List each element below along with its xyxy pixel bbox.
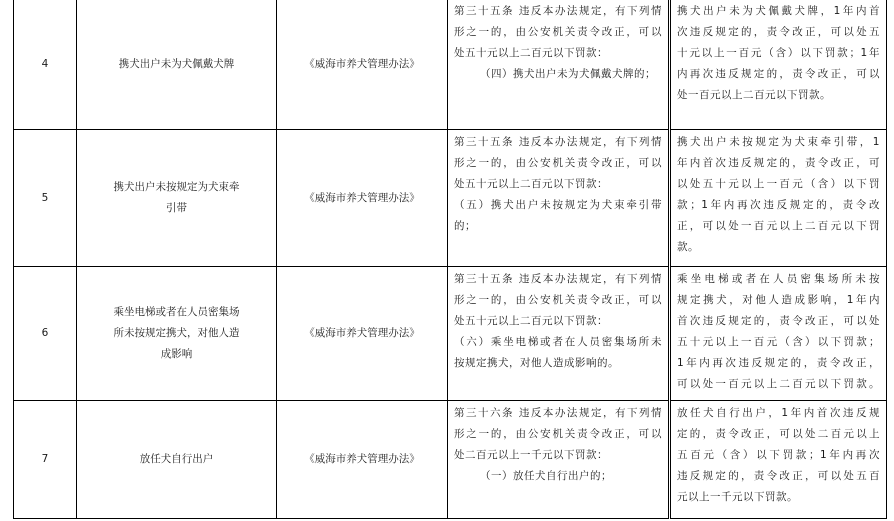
- table-row: [14, 401, 887, 519]
- clause-line: 处五十元以上二百元以下罚款：: [454, 47, 608, 59]
- clause-line: 的；: [454, 220, 476, 232]
- clause-line: （四）携犬出户未为犬佩戴犬牌的；: [480, 68, 656, 80]
- penalty-table-body: [14, 0, 887, 519]
- clause-line: （五）携犬出户未按规定为犬束牵引带: [454, 199, 662, 211]
- table-row: [14, 0, 887, 130]
- penalty-line: 规定携犬，对他人造成影响，1年内: [677, 294, 880, 306]
- penalty-line: 五百元（含）以下罚款；1年内再次: [677, 449, 880, 461]
- violation-item-line: 放任犬自行出户: [139, 453, 214, 465]
- penalty-standard: [670, 401, 887, 519]
- penalty-table: [13, 0, 887, 519]
- violation-item-line: 携犬出户未按规定为犬束牵: [113, 181, 240, 193]
- penalty-line: 放任犬自行出户，1年内首次违反规: [677, 407, 880, 419]
- violation-item: [77, 267, 277, 401]
- clause-line: （六）乘坐电梯或者在人员密集场所未: [454, 336, 662, 348]
- penalty-line: 内再次违反规定的，责令改正，可以: [677, 68, 880, 80]
- violation-item-line: 携犬出户未为犬佩戴犬牌: [118, 57, 235, 70]
- violation-item: [77, 0, 277, 130]
- clause-line: 形之一的，由公安机关责令改正，可以: [454, 428, 662, 440]
- row-number: 4: [14, 0, 77, 130]
- violation-item-line: 成影响: [160, 348, 193, 360]
- clause-line: 第三十六条 违反本办法规定，有下列情: [454, 407, 662, 419]
- penalty-line: 年内首次违反规定的，责令改正，可: [677, 157, 880, 169]
- row-number: 5: [14, 130, 77, 267]
- violation-item-line: 乘坐电梯或者在人员密集场: [113, 306, 240, 318]
- row-number: 6: [14, 267, 77, 401]
- penalty-line: 携犬出户未为犬佩戴犬牌，1年内首: [677, 5, 880, 17]
- penalty-line: 正，可以处一百元以上二百元以下罚: [677, 220, 880, 232]
- clause-line: 形之一的，由公安机关责令改正，可以: [454, 157, 662, 169]
- penalty-line: 定的，责令改正，可以处二百元以上: [677, 428, 880, 440]
- penalty-line: 次违反规定的，责令改正，可以处五: [677, 26, 880, 38]
- clause-line: 第三十五条 违反本办法规定，有下列情: [454, 5, 662, 17]
- legal-basis: 《威海市养犬管理办法》: [277, 130, 448, 267]
- row-number: 7: [14, 401, 77, 519]
- penalty-line: 十元以上一百元（含）以下罚款；1年: [677, 47, 880, 59]
- clause-text: [448, 130, 670, 267]
- clause-line: 第三十五条 违反本办法规定，有下列情: [454, 136, 662, 148]
- penalty-standard: [670, 130, 887, 267]
- legal-basis: 《威海市养犬管理办法》: [277, 0, 448, 130]
- clause-text: [448, 267, 670, 401]
- clause-line: 处二百元以上一千元以下罚款：: [454, 449, 608, 461]
- penalty-line: 处一百元以上二百元以下罚款。: [677, 89, 831, 101]
- penalty-line: 可以处一百元以上二百元以下罚款。: [677, 378, 880, 390]
- penalty-line: 五十元以上一百元（含）以下罚款；: [677, 336, 880, 348]
- penalty-line: 以处五十元以上一百元（含）以下罚: [677, 178, 880, 190]
- clause-line: （一）放任犬自行出户的；: [480, 470, 612, 482]
- clause-line: 处五十元以上二百元以下罚款：: [454, 178, 608, 190]
- clause-line: 形之一的，由公安机关责令改正，可以: [454, 26, 662, 38]
- violation-item-line: 所未按规定携犬，对他人造: [113, 327, 240, 339]
- clause-line: 形之一的，由公安机关责令改正，可以: [454, 294, 662, 306]
- violation-item: [77, 401, 277, 519]
- penalty-line: 款。: [677, 241, 699, 253]
- clause-line: 第三十五条 违反本办法规定，有下列情: [454, 273, 662, 285]
- penalty-line: 违反规定的，责令改正，可以处五百: [677, 470, 880, 482]
- table-row: [14, 267, 887, 401]
- penalty-standard: [670, 267, 887, 401]
- violation-item-line: 引带: [166, 202, 187, 214]
- penalty-line: 1年内再次违反规定的，责令改正，: [677, 357, 880, 369]
- clause-line: 按规定携犬，对他人造成影响的。: [454, 357, 619, 369]
- clause-line: 处五十元以上二百元以下罚款：: [454, 315, 608, 327]
- penalty-standard: [670, 0, 887, 130]
- penalty-line: 携犬出户未按规定为犬束牵引带，1: [677, 136, 880, 148]
- clause-text: [448, 401, 670, 519]
- violation-item: [77, 130, 277, 267]
- penalty-line: 首次违反规定的，责令改正，可以处: [677, 315, 880, 327]
- legal-basis: 《威海市养犬管理办法》: [277, 401, 448, 519]
- penalty-line: 乘坐电梯或者在人员密集场所未按: [677, 273, 880, 285]
- clause-text: [448, 0, 670, 130]
- penalty-line: 元以上一千元以下罚款。: [677, 491, 798, 503]
- legal-basis: 《威海市养犬管理办法》: [277, 267, 448, 401]
- penalty-line: 款；1年内再次违反规定的，责令改: [677, 199, 880, 211]
- table-row: [14, 130, 887, 267]
